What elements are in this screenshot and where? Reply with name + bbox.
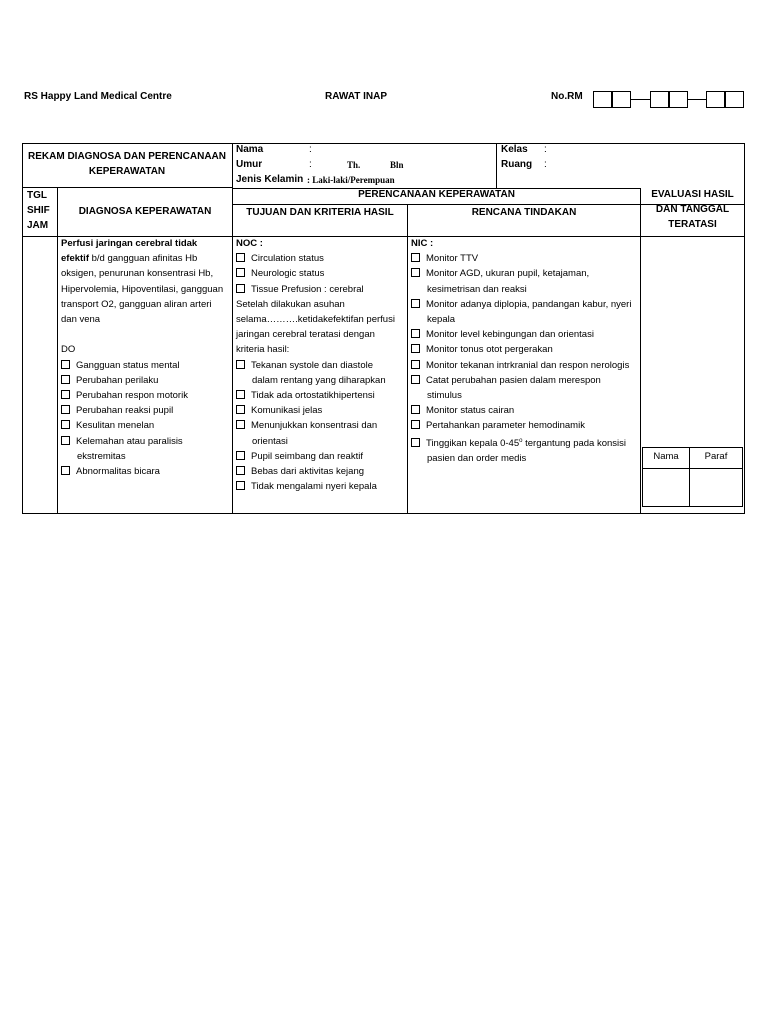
checkbox[interactable] [411, 420, 420, 429]
noc-criteria[interactable]: Menunjukkan konsentrasi dan [236, 418, 406, 433]
do-item[interactable]: Kesulitan menelan [61, 418, 231, 433]
do-item[interactable]: Perubahan respon motorik [61, 388, 231, 403]
do-item[interactable]: Perubahan perilaku [61, 373, 231, 388]
rm-box[interactable] [706, 91, 725, 108]
umur-bln: Bln [390, 160, 404, 170]
noc-criteria[interactable]: Pupil seimbang dan reaktif [236, 449, 406, 464]
do-item[interactable]: Abnormalitas bicara [61, 464, 231, 479]
nic-item[interactable]: Monitor TTV [411, 251, 639, 266]
nic-item[interactable]: Monitor level kebingungan dan orientasi [411, 327, 639, 342]
do-item[interactable]: Perubahan reaksi pupil [61, 403, 231, 418]
checkbox[interactable] [236, 268, 245, 277]
col-shif: SHIF [27, 205, 50, 216]
col-tgl: TGL [27, 190, 47, 201]
nic-item[interactable]: Monitor tekanan intrkranial dan respon nerologis [411, 358, 639, 373]
unit-name: RAWAT INAP [325, 91, 388, 102]
rm-box[interactable] [593, 91, 612, 108]
checkbox[interactable] [236, 253, 245, 262]
col-jam: JAM [27, 220, 49, 231]
checkbox[interactable] [61, 405, 70, 414]
checkbox[interactable] [236, 466, 245, 475]
noc-item[interactable]: Tissue Prefusion : cerebral [236, 282, 406, 297]
do-item[interactable]: Kelemahan atau paralisis [61, 434, 231, 449]
noc-item[interactable]: Neurologic status [236, 266, 406, 281]
checkbox[interactable] [411, 344, 420, 353]
umur-th: Th. [347, 160, 361, 170]
checkbox[interactable] [236, 451, 245, 460]
col-tgl-shif-jam [27, 188, 50, 233]
do-item[interactable]: Gangguan status mental [61, 358, 231, 373]
nic-label: NIC : [411, 238, 434, 249]
rm-box[interactable] [669, 91, 688, 108]
signature-paraf-label: Paraf [704, 451, 728, 462]
kelas-colon: : [544, 144, 547, 155]
noc-criteria[interactable]: Bebas dari aktivitas kejang [236, 464, 406, 479]
rm-box[interactable] [725, 91, 744, 108]
nama-colon: : [309, 144, 312, 155]
checkbox[interactable] [236, 405, 245, 414]
rm-box[interactable] [650, 91, 669, 108]
nic-item[interactable]: Monitor tonus otot pergerakan [411, 342, 639, 357]
checkbox[interactable] [236, 481, 245, 490]
umur-label: Umur [236, 159, 263, 170]
noc-label: NOC : [236, 238, 263, 249]
nic-item[interactable]: Catat perubahan pasien dalam merespon [411, 373, 639, 388]
col-tujuan: TUJUAN DAN KRITERIA HASIL [246, 207, 394, 218]
noc-criteria[interactable]: Tidak ada ortostatikhipertensi [236, 388, 406, 403]
ruang-colon: : [544, 159, 547, 170]
signature-paraf-field[interactable] [691, 469, 741, 505]
checkbox[interactable] [411, 438, 420, 447]
rm-separator [631, 99, 650, 100]
checkbox[interactable] [61, 436, 70, 445]
nic-cell: NIC : Monitor TTV Monitor AGD, ukuran pupil, ketajaman, kesimetrisan dan reaksi Monitor adanya diplopia, pandangan kabur, nyeri kepala Monitor level kebingungan dan orientasi Monitor tonus otot pergerakan Monitor tekanan intrkranial dan respon nerologis Catat perubahan pasien dalam merespon stimulus Monitor status cairan Pertahankan parameter hemodinamik Tinggikan kepala 0-45$^o$ tergantung pada konsisi pasien dan order medis [411, 236, 639, 466]
rm-separator [688, 99, 706, 100]
nic-item[interactable]: Pertahankan parameter hemodinamik [411, 418, 639, 433]
signature-nama-field[interactable] [644, 469, 688, 505]
checkbox[interactable] [61, 360, 70, 369]
checkbox[interactable] [411, 299, 420, 308]
checkbox[interactable] [236, 284, 245, 293]
diagnosa-cell: Perfusi jaringan cerebral tidak efektif b/d gangguan afinitas Hb oksigen, penurunan konsentrasi Hb, Hipervolemia, Hipoventilasi, gangguan transport O2, gangguan aliran arteri dan vena DO Gangguan status mental Perubahan perilaku Perubahan respon motorik Perubahan reaksi pupil Kesulitan menelan Kelemahan atau paralisis ekstremitas Abnormalitas bicara [61, 236, 231, 479]
checkbox[interactable] [411, 360, 420, 369]
jenis-kelamin-value: : Laki-laki/Perempuan [307, 175, 395, 185]
hospital-name: RS Happy Land Medical Centre [24, 91, 172, 102]
checkbox[interactable] [411, 253, 420, 262]
rm-label: No.RM [551, 91, 583, 102]
rm-box[interactable] [612, 91, 631, 108]
checkbox[interactable] [61, 375, 70, 384]
noc-criteria[interactable]: Komunikasi jelas [236, 403, 406, 418]
noc-criteria[interactable]: Tekanan systole dan diastole [236, 358, 406, 373]
col-evaluasi: EVALUASI HASIL DAN TANGGAL TERATASI [651, 189, 734, 230]
signature-nama-label: Nama [653, 451, 679, 462]
checkbox[interactable] [411, 268, 420, 277]
diagnosa-title: Perfusi jaringan cerebral tidak [61, 238, 198, 249]
nama-label: Nama [236, 144, 264, 155]
col-perencanaan: PERENCANAAN KEPERAWATAN [358, 189, 515, 200]
col-rencana: RENCANA TINDAKAN [471, 207, 577, 218]
noc-item[interactable]: Circulation status [236, 251, 406, 266]
checkbox[interactable] [61, 390, 70, 399]
form-title: REKAM DIAGNOSA DAN PERENCANAAN KEPERAWATAN [28, 151, 226, 177]
signature-box [642, 447, 743, 507]
checkbox[interactable] [61, 420, 70, 429]
nic-item[interactable]: Monitor AGD, ukuran pupil, ketajaman, [411, 266, 639, 281]
checkbox[interactable] [61, 466, 70, 475]
kelas-label: Kelas [501, 144, 528, 155]
checkbox[interactable] [411, 329, 420, 338]
do-label: DO [61, 344, 76, 356]
nic-item[interactable]: Tinggikan kepala 0-45$^o$ tergantung pada konsisi [411, 434, 639, 451]
checkbox[interactable] [236, 390, 245, 399]
nic-item[interactable]: Monitor adanya diplopia, pandangan kabur, nyeri [411, 297, 639, 312]
checkbox[interactable] [236, 360, 245, 369]
nic-item[interactable]: Monitor status cairan [411, 403, 639, 418]
checkbox[interactable] [236, 420, 245, 429]
umur-colon: : [309, 159, 312, 170]
jenis-kelamin-label: Jenis Kelamin [236, 174, 304, 185]
noc-cell: NOC : Circulation status Neurologic status Tissue Prefusion : cerebral Setelah dilakukan asuhan selama……….ketidakefektifan perfusi jaringan cerebral teratasi dengan kriteria hasil: Tekanan systole dan diastole dalam rentang yang diharapkan Tidak ada ortostatikhipertensi Komunikasi jelas Menunjukkan konsentrasi dan orientasi Pupil seimbang dan reaktif Bebas dari aktivitas kejang Tidak mengalami nyeri kepala [236, 236, 406, 494]
ruang-label: Ruang [501, 159, 533, 170]
col-diagnosa: DIAGNOSA KEPERAWATAN [78, 206, 212, 217]
noc-criteria[interactable]: Tidak mengalami nyeri kepala [236, 479, 406, 494]
checkbox[interactable] [411, 405, 420, 414]
checkbox[interactable] [411, 375, 420, 384]
